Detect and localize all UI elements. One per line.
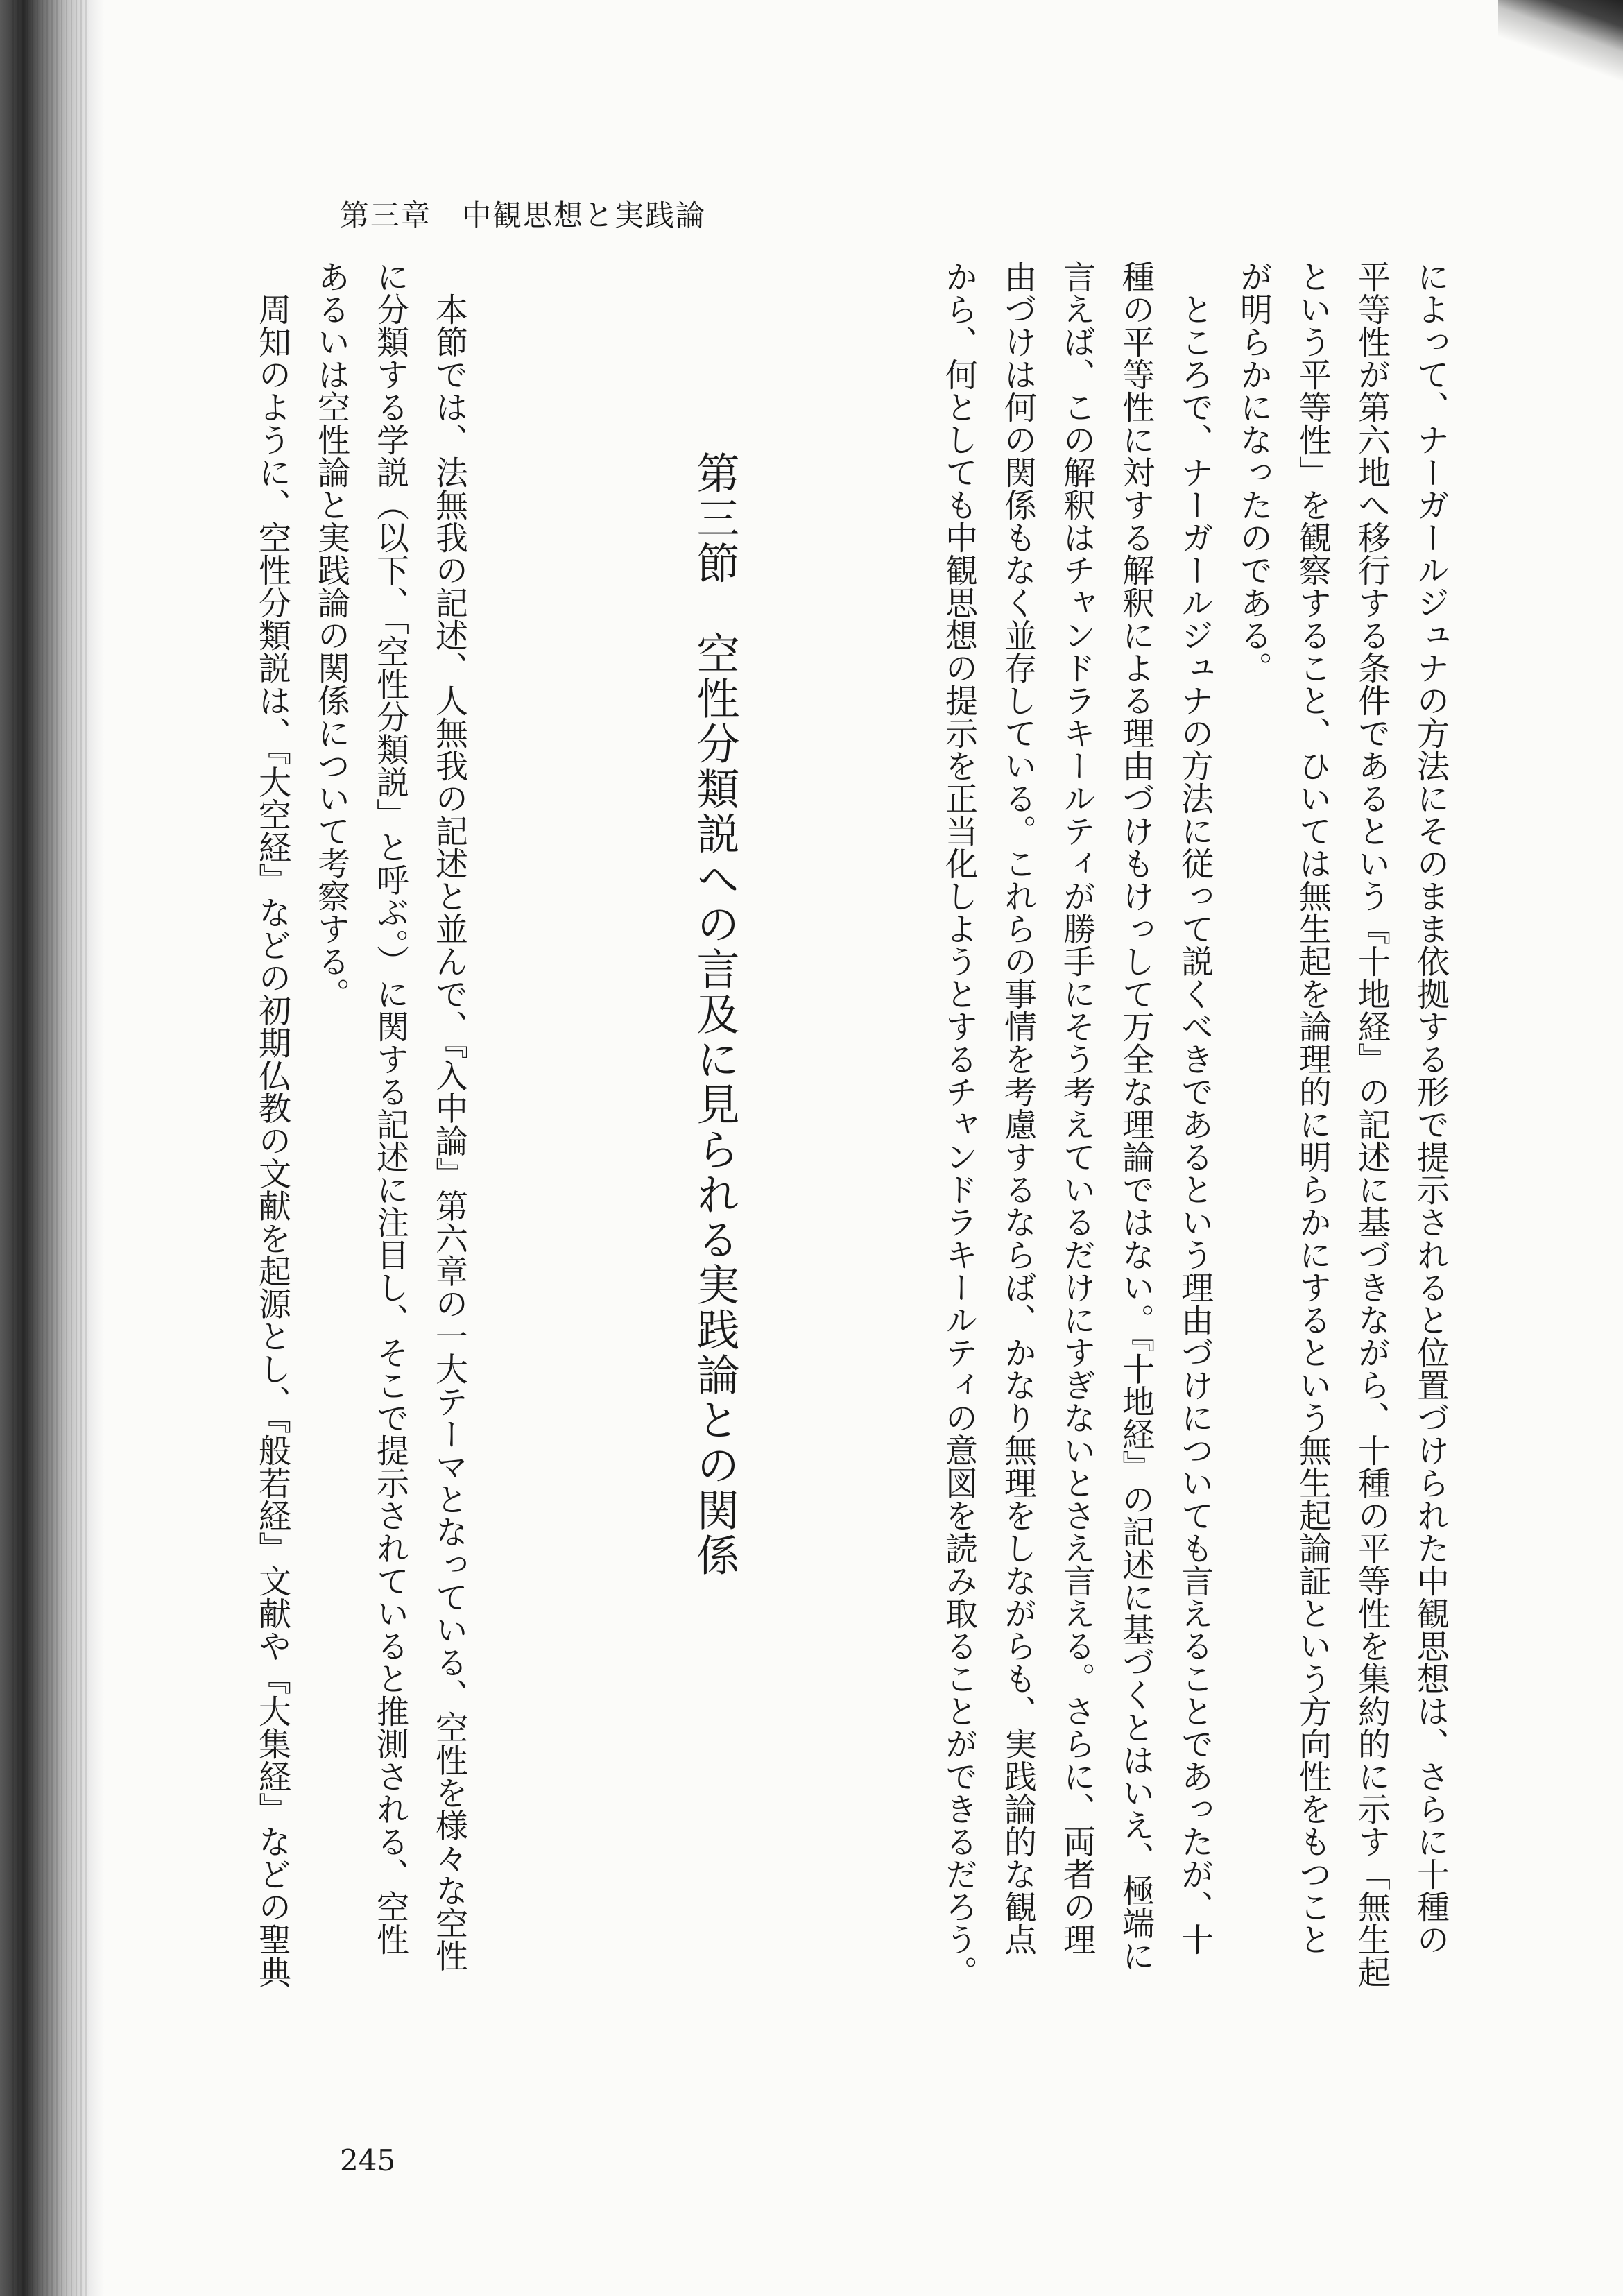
body-text-lower [187, 260, 479, 2077]
text-line: 由づけは何の関係もなく並存している。これらの事情を考慮するならば、かなり無理をしながらも、実践論的な観点 [999, 260, 1037, 1955]
text-line: 周知のように、空性分類説は、『大空経』などの初期仏教の文献を起源とし、『般若経』文献や『大集経』などの聖典 [253, 260, 291, 1988]
text-line: という平等性」を観察すること、ひいては無生起を論理的に明らかにするという無生起論証という方向性をもつこと [1294, 260, 1332, 1955]
text-line: 言えば、この解釈はチャンドラキールティが勝手にそう考えているだけにすぎないとさえ言える。さらに、両者の理 [1058, 260, 1096, 1955]
running-head: 第三章 中観思想と実践論 [340, 198, 707, 232]
corner-shadow [1498, 0, 1623, 104]
text-line: によって、ナーガールジュナの方法にそのまま依拠する形で提示されると位置づけられた中観思想は、さらに十種の [1411, 260, 1450, 1955]
binding-stripes [12, 0, 89, 2296]
text-line: 本節では、法無我の記述、人無我の記述と並んで、『入中論』第六章の一大テーマとなっている、空性を様々な空性 [430, 260, 468, 1972]
text-line: あるいは空性論と実践論の関係について考察する。 [312, 260, 350, 1010]
text-line: が明らかになったのである。 [1235, 260, 1273, 684]
section-heading: 第三節 空性分類説への言及に見られる実践論との関係 [689, 451, 740, 1578]
text-line: に分類する学説（以下、「空性分類説」と呼ぶ。）に関する記述に注目し、そこで提示されていると推測される、空性 [371, 260, 409, 1955]
body-text-upper [635, 260, 1460, 2077]
text-line: 平等性が第六地へ移行する条件であるという『十地経』の記述に基づきながら、十種の平等性を集約的に示す「無生起 [1352, 260, 1391, 1988]
text-line: 種の平等性に対する解釈による理由づけもけっして万全な理論ではない。『十地経』の記述に基づくとはいえ、極端に [1117, 260, 1155, 1972]
text-line: ところで、ナーガールジュナの方法に従って説くべきであるという理由づけについても言えることであったが、十 [1176, 260, 1214, 1955]
page-number: 245 [340, 2143, 396, 2177]
text-line: から、何としても中観思想の提示を正当化しようとするチャンドラキールティの意図を読み取ることができるだろう。 [940, 260, 978, 1988]
